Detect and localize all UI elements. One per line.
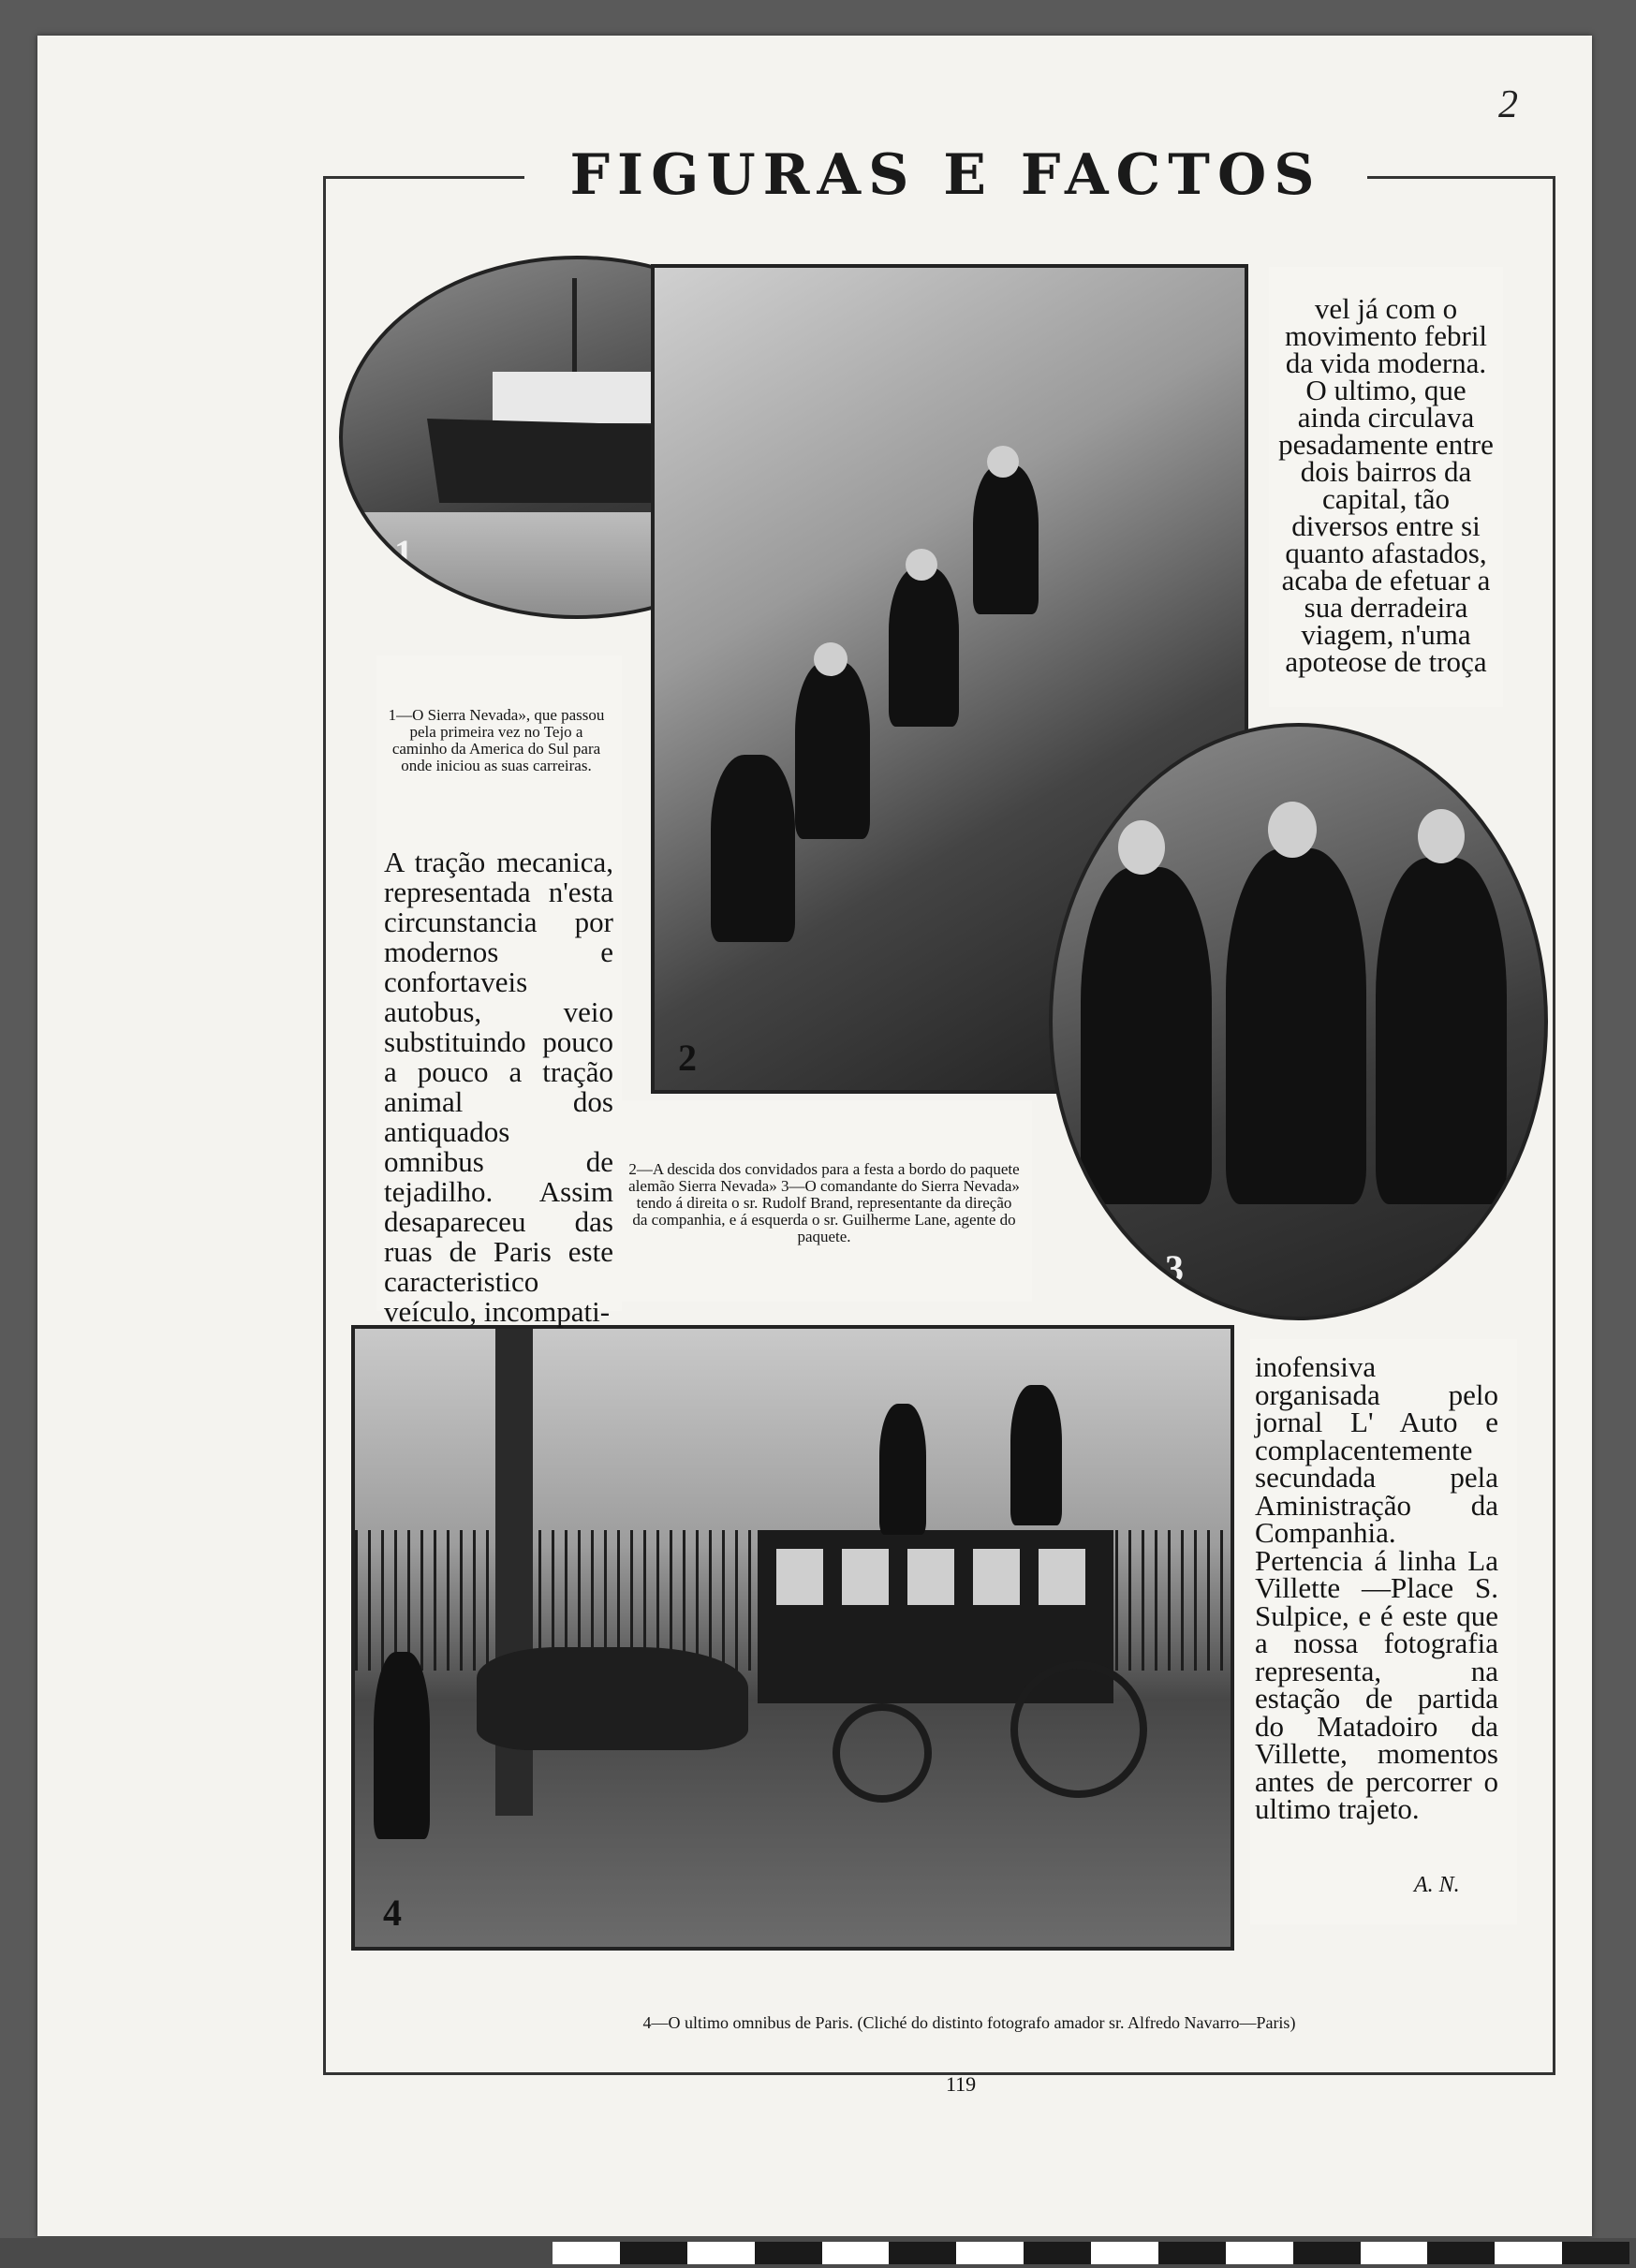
caption-photo-1: 1—O Sierra Nevada», que passou pela primeira vez no Tejo a caminho da America do Sul para onde iniciou as suas carreiras. bbox=[388, 706, 605, 774]
article-left-column: A tração mecanica, representada n'esta circunstancia por modernos e confortaveis autobus, veio substituindo pouco a pouco a tração animal dos antiquados omnibus de tejadilho. Assim desapareceu das ruas de Paris este caracteristico veículo, incompati- bbox=[384, 846, 613, 1328]
bus-window bbox=[1039, 1549, 1085, 1605]
photo-commander-and-agents bbox=[1049, 723, 1548, 1320]
commander-head bbox=[1268, 802, 1317, 858]
person-head bbox=[1118, 820, 1165, 875]
commander-figure bbox=[1226, 848, 1366, 1204]
photo-number: 1 bbox=[394, 532, 413, 574]
person-head bbox=[987, 446, 1019, 478]
person-head bbox=[814, 642, 847, 676]
person-figure bbox=[889, 567, 959, 727]
photo-last-omnibus bbox=[351, 1325, 1234, 1951]
person-figure bbox=[973, 464, 1039, 614]
bus-window bbox=[907, 1549, 954, 1605]
person-figure bbox=[1376, 858, 1507, 1204]
person-figure bbox=[711, 755, 795, 942]
person-head bbox=[1418, 809, 1465, 863]
caption-photo-4: 4—O ultimo omnibus de Paris. (Cliché do distinto fotografo amador sr. Alfredo Navarro—Paris) bbox=[642, 2013, 1296, 2032]
person-figure bbox=[374, 1652, 430, 1839]
photo-number: 2 bbox=[678, 1037, 697, 1079]
person-figure bbox=[1081, 867, 1212, 1204]
bus-window bbox=[776, 1549, 823, 1605]
article-right-column-top: vel já com o movimento febril da vida moderna. O ultimo, que ainda circulava pesadamente entre dois bairros da capital, tão diversos entre si quanto afastados, acaba de efetuar a sua derradeira viagem, n'uma apoteose de troça bbox=[1278, 292, 1494, 678]
person-figure bbox=[1010, 1385, 1062, 1525]
person-figure bbox=[795, 661, 870, 839]
author-signature: A. N. bbox=[1414, 1873, 1460, 1897]
caption-photos-2-3: 2—A descida dos convidados para a festa a bordo do paquete alemão Sierra Nevada» 3—O comandante do Sierra Nevada» tendo á direita o sr. Rudolf Brand, representante da direção da companhia, e á esquerda o sr. Guilherme Lane, agente do paquete. bbox=[628, 1160, 1020, 1245]
horses bbox=[477, 1647, 748, 1750]
front-wheel bbox=[833, 1703, 932, 1803]
page-number: 119 bbox=[946, 2072, 977, 2096]
bus-window bbox=[973, 1549, 1020, 1605]
person-head bbox=[906, 549, 937, 581]
photo-number: 3 bbox=[1165, 1247, 1184, 1289]
bus-window bbox=[842, 1549, 889, 1605]
page-mark: 2 bbox=[1498, 83, 1518, 126]
gray-scale-bar bbox=[553, 2242, 1629, 2264]
photo-number: 4 bbox=[383, 1892, 402, 1934]
article-right-column-bottom: inofensiva organisada pelo jornal L' Auto e complacentemente secundada pela Aministração da Companhia. Pertencia á linha La Villette —Place S. Sulpice, e é este que a nossa fotografia representa, na estação de partida do Matadoiro da Villette, momentos antes de percorrer o ultimo trajeto. bbox=[1255, 1350, 1498, 1825]
rear-wheel bbox=[1010, 1661, 1147, 1798]
page-title: FIGURAS E FACTOS bbox=[524, 142, 1367, 208]
person-figure bbox=[879, 1404, 926, 1535]
